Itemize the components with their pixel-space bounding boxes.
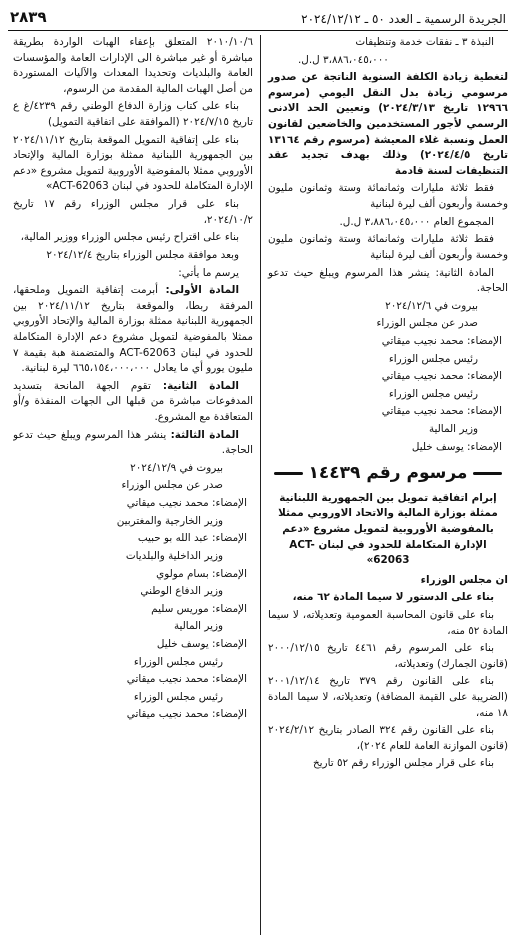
article-text: تقوم الجهة المانحة بتسديد المدفوعات مباشرة من قبلها الى الجهات المنفذة و/أو المتعاقدة مع المشروع. <box>13 379 253 424</box>
paragraph: بناء على قرار مجلس الوزراء رقم ١٧ تاريخ ٢٠٢٤/١٠/٢، <box>13 198 253 226</box>
signature-line: الإمضاء: محمد نجيب ميقاتي <box>126 673 247 686</box>
article-text: أبرمت إتفاقية التمويل وملحقها، المرفقة ربطا، والموقعة بتاريخ ٢٠٢٤/١١/١٢ بين الجمهورية اللبنانية ممثلة بوزارة المالية والإتحاد الأوروبي ممثلا بالمفوضية لتمويل مشروع دعم الإدارة المتكاملة للحدود في لبنان ACT-62063 والمتضمنة هبة بقيمة ٧ مليون يورو أي ما يعادل ٦٦٥،١٥٤،٠٠٠،٠٠٠ ليرة لبنانية. <box>13 284 253 375</box>
paragraph: فقط ثلاثة مليارات وثمانمائة وستة وثمانون مليون وخمسة وأربعون ألف ليرة لبنانية <box>268 233 508 261</box>
paragraph: بناء على قرار مجلس الوزراء رقم ٥٢ تاريخ <box>312 757 494 770</box>
paragraph: الإمضاء: محمد نجيب ميقاتي <box>381 405 502 418</box>
paragraph: النبذة ٣ ـ نفقات خدمة وتنظيفات <box>355 36 494 48</box>
paragraph: الإمضاء: محمد نجيب ميقاتي <box>381 334 502 347</box>
article-text: ينشر هذا المرسوم ويبلغ حيث تدعو الحاجة. <box>13 428 253 457</box>
signature-line: بيروت في ٢٠٢٤/١٢/٩ <box>130 461 223 474</box>
paragraph: رئيس مجلس الوزراء <box>388 387 478 400</box>
signature-line: وزير الداخلية والبلديات <box>125 549 223 562</box>
article-label: المادة الثالثة: <box>166 428 239 441</box>
paragraph: بناء على القانون رقم ٣٧٩ تاريخ ٢٠٠١/١٢/١٤ (الضريبة على القيمة المضافة) وتعديلاته، لا سيما المادة ١٨ منه، <box>268 675 508 719</box>
page-header <box>8 6 508 31</box>
decree-title: إبرام اتفاقية تمويل بين الجمهورية اللبنانية ممثلة بوزارة المالية والاتحاد الاوروبي ممثلا بالمفوضية الأوروبية لتمويل مشروع «دعم الإدارة المتكاملة للحدود في لبنان ACT-62063» <box>278 491 498 567</box>
decree-left-rule <box>473 472 502 475</box>
column-divider <box>260 35 261 935</box>
right-column-part-1 <box>268 35 508 455</box>
left-column <box>13 35 259 935</box>
gazette-title: الجريدة الرسمية ـ العدد ٥٠ ـ ٢٠٢٤/١٢/١٢ <box>301 12 506 26</box>
paragraph: المادة الثانية: ينشر هذا المرسوم ويبلغ حيث تدعو الحاجة. <box>268 266 508 295</box>
right-column-part-2 <box>268 573 508 772</box>
signature-line: صدر عن مجلس الوزراء <box>121 479 223 492</box>
decree-number: مرسوم رقم ١٤٤٣٩ <box>308 463 468 484</box>
signature-line: الإمضاء: عبد الله بو حبيب <box>137 532 247 545</box>
paragraph: بيروت في ٢٠٢٤/١٢/٦ <box>385 299 478 312</box>
decree-articles <box>13 283 253 459</box>
right-column <box>262 35 508 935</box>
article-label: المادة الثانية: <box>150 379 239 392</box>
signature-line: وزير المالية <box>173 620 223 633</box>
signature-line: وزير الخارجية والمغتربين <box>116 514 223 527</box>
article-paragraph <box>13 428 253 459</box>
paragraph: ٢٠١٠/١٠/٦ المتعلق بإعفاء الهبات الواردة بطريقة مباشرة أو غير مباشرة الى الإدارات العامة والمؤسسات العامة والبلديات وتحديدا المعدات والآليات المستوردة من أصل الهبات المالية المقدمة من الرسوم، <box>13 36 253 95</box>
paragraph: وزير المالية <box>428 423 478 436</box>
signature-line: وزير الدفاع الوطني <box>140 585 223 598</box>
paragraph: بناء على القانون رقم ٣٢٤ الصادر بتاريخ ٢٠٢٤/٢/١٢ (قانون الموازنة العامة للعام ٢٠٢٤)، <box>268 724 508 752</box>
paragraph: ان مجلس الوزراء <box>420 573 508 586</box>
signature-line: الإمضاء: محمد نجيب ميقاتي <box>126 708 247 721</box>
signature-line: الإمضاء: موريس سليم <box>151 602 247 615</box>
left-column-preamble <box>13 35 253 281</box>
paragraph: بناء على المرسوم رقم ٤٤٦١ تاريخ ٢٠٠٠/١٢/١٥ (قانون الجمارك) وتعديلاته، <box>268 642 508 670</box>
article-label: المادة الأولى: <box>158 284 240 297</box>
paragraph: فقط ثلاثة مليارات وثمانمائة وستة وثمانون مليون وخمسة وأربعون ألف ليرة لبنانية <box>268 182 508 211</box>
article-paragraph <box>13 379 253 426</box>
decree-right-rule <box>274 472 303 475</box>
paragraph: ٣،٨٨٦،٠٤٥،٠٠٠ ل.ل. <box>298 53 389 66</box>
paragraph: رئيس مجلس الوزراء <box>388 352 478 365</box>
article-paragraph <box>13 283 253 377</box>
decree-heading <box>268 461 508 487</box>
signature-line: الإمضاء: محمد نجيب ميقاتي <box>126 497 247 510</box>
page-number: ٢٨٣٩ <box>10 7 47 26</box>
left-column-signatures <box>13 461 253 723</box>
paragraph: وبعد موافقة مجلس الوزراء بتاريخ ٢٠٢٤/١٢/٤ <box>46 248 239 261</box>
paragraph: بناء على اقتراح رئيس مجلس الوزراء ووزير المالية، <box>20 231 239 244</box>
paragraph: المجموع العام ٣،٨٨٦،٠٤٥،٠٠٠ ل.ل. <box>339 215 494 228</box>
paragraph: صدر عن مجلس الوزراء <box>376 317 478 330</box>
paragraph: الإمضاء: محمد نجيب ميقاتي <box>381 370 502 383</box>
paragraph: يرسم ما يأتي: <box>178 266 239 279</box>
paragraph: بناء على قانون المحاسبة العمومية وتعديلاته، لا سيما المادة ٥٢ منه، <box>268 609 508 637</box>
paragraph: الإمضاء: يوسف خليل <box>411 440 502 453</box>
signature-line: الإمضاء: يوسف خليل <box>156 637 247 650</box>
signature-line: رئيس مجلس الوزراء <box>133 655 223 668</box>
signature-line: رئيس مجلس الوزراء <box>133 690 223 703</box>
signature-line: الإمضاء: بسام مولوي <box>156 567 247 580</box>
paragraph: بناء على كتاب وزارة الدفاع الوطني رقم ٤٢٣٩/غ ع تاريخ ٢٠٢٤/٧/١٥ (الموافقة على اتفاقية التمويل) <box>13 100 253 129</box>
paragraph: بناء على الدستور لا سيما المادة ٦٢ منه، <box>292 591 494 604</box>
columns <box>8 35 508 935</box>
paragraph: لتغطية زيادة الكلفة السنوية الناتجة عن صدور مرسومي زيادة بدل النقل اليومي (مرسوم ١٢٩٦٦ تاريخ ٢٠٢٤/٣/١٣) وتعيين الحد الادنى الرسمي لأجور المستخدمين والخاضعين لقانون العمل ونسبة غلاء المعيشة (مرسوم رقم ١٣١٦٤ تاريخ ٢٠٢٤/٤/٥) وذلك بهدف تجديد عقد التنظيفات لسنة قادمة <box>268 71 508 177</box>
paragraph: بناء على إتفاقية التمويل الموقعة بتاريخ ٢٠٢٤/١١/١٢ بين الجمهورية اللبنانية ممثلة بوزارة المالية والإتحاد الأوروبي ممثلا بالمفوضية الأوروبية لتمويل مشروع «دعم الإدارة المتكاملة للحدود في لبنان ACT-62063» <box>13 133 253 193</box>
